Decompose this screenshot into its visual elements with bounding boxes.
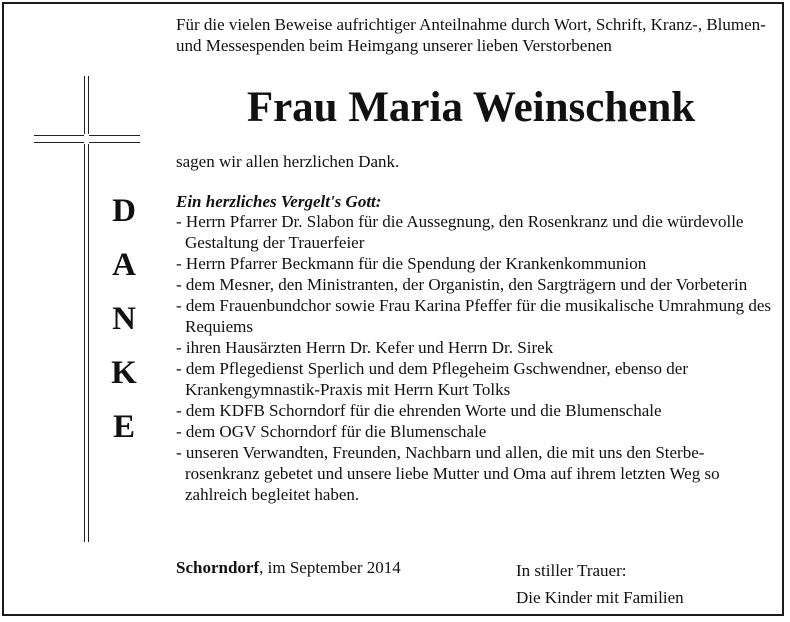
list-item: - Herrn Pfarrer Dr. Slabon für die Aussegnung, den Rosenkranz und die würdevolle Gestaltung der Trauerfeier xyxy=(176,212,744,252)
danke-letter: E xyxy=(112,409,135,445)
list-item: - dem KDFB Schorndorf für die ehrenden Worte und die Blumenschale xyxy=(176,401,662,420)
place-date xyxy=(176,557,401,578)
place-name: Schorndorf xyxy=(176,558,260,577)
mourning-block xyxy=(516,557,684,611)
danke-vertical-text xyxy=(102,184,146,454)
thanks-line: sagen wir allen herzlichen Dank. xyxy=(176,152,400,171)
list-item: - unseren Verwandten, Freunden, Nachbarn und allen, die mit uns den Sterbe-rosenkranz gebetet und unsere liebe Mutter und Oma auf ihrem letzten Weg so zahlreich begleitet haben. xyxy=(176,443,720,504)
mourning-text: In stiller Trauer: xyxy=(516,561,627,580)
signed-by: Die Kinder mit Familien xyxy=(516,588,684,607)
list-item: - Herrn Pfarrer Beckmann für die Spendung der Krankenkommunion xyxy=(176,254,647,273)
danke-letter: K xyxy=(111,355,137,391)
list-item: - ihren Hausärzten Herrn Dr. Kefer und Herrn Dr. Sirek xyxy=(176,338,554,357)
acknowledgement-list xyxy=(176,211,776,505)
vergelt-heading: Ein herzliches Vergelt's Gott: xyxy=(176,192,382,211)
obituary-frame xyxy=(2,2,784,616)
list-item: - dem Pflegedienst Sperlich und dem Pflegeheim Gschwendner, ebenso der Krankengymnastik-Praxis mit Herrn Kurt Tolks xyxy=(176,359,689,399)
cross-vertical-bar xyxy=(84,76,89,542)
deceased-name: Frau Maria Weinschenk xyxy=(246,84,696,131)
list-item: - dem Mesner, den Ministranten, der Organistin, den Sargträgern und der Vorbeterin xyxy=(176,275,748,294)
cross-junction xyxy=(84,134,89,144)
danke-letter: D xyxy=(112,193,136,229)
list-item: - dem Frauenbundchor sowie Frau Karina Pfeffer für die musikalische Umrahmung des Requiems xyxy=(176,296,771,336)
danke-letter: N xyxy=(112,301,136,337)
list-item: - dem OGV Schorndorf für die Blumenschale xyxy=(176,422,487,441)
danke-letter: A xyxy=(112,247,136,283)
date-text: , im September 2014 xyxy=(259,558,401,577)
intro-text: Für die vielen Beweise aufrichtiger Anteilnahme durch Wort, Schrift, Kranz-, Blumen- und Messespenden beim Heimgang unserer lieben Verstorbenen xyxy=(176,15,766,55)
